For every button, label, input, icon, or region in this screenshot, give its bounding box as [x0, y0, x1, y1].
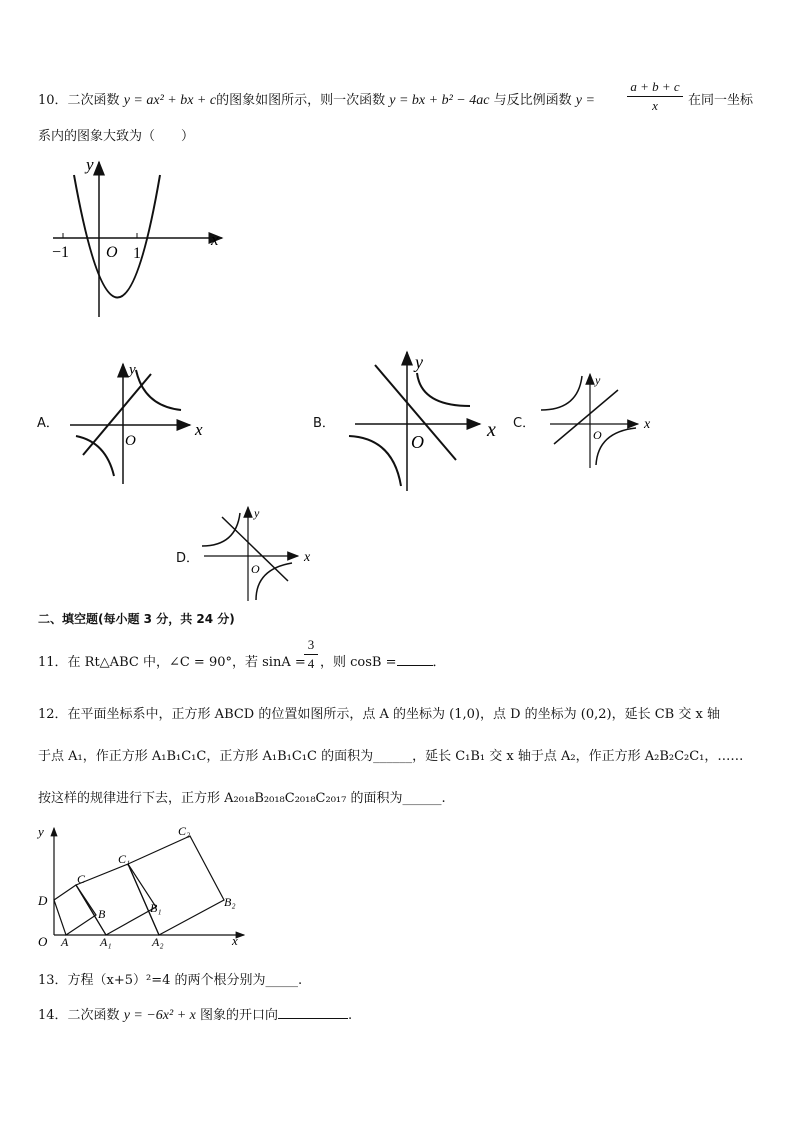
fig-label-c1: C₁ [118, 852, 131, 866]
option-a-x-label: x [195, 420, 203, 439]
fig-label-b2: B₂ [224, 895, 236, 909]
q14-equation: y = −6x² + x [123, 1008, 196, 1023]
fig-label-a1: A₁ [100, 935, 112, 949]
q11-fraction [304, 637, 318, 672]
q11-end: ． [432, 655, 446, 670]
option-c-label[interactable]: C． [513, 416, 536, 431]
q12-line2: 于点 A₁，作正方形 A₁B₁C₁C，正方形 A₁B₁C₁C 的面积为______，延长 C₁B₁ 交 x 轴于点 A₂，作正方形 A₂B₂C₂C₁，…… [38, 749, 744, 764]
fig-label-c: C [77, 872, 86, 886]
q10-line2: 系内的图象大致为（ ） [38, 129, 195, 144]
option-c-graph[interactable] [538, 370, 656, 470]
option-d-hyperbola-q4 [256, 563, 292, 600]
axis-label-x: x [211, 230, 219, 249]
parabola-curve [74, 175, 160, 298]
section-2-title: 二、填空题(每小题 3 分，共 24 分) [38, 612, 235, 626]
option-b-hyperbola-q1 [417, 373, 470, 406]
q12-line3: 按这样的规律进行下去，正方形 A₂₀₁₈B₂₀₁₈C₂₀₁₈C₂₀₁₇ 的面积为______. [38, 791, 446, 806]
q12-squares-figure [34, 822, 252, 950]
q10-number: 10． [38, 93, 68, 108]
q10-text-b: 的图象如图所示，则一次函数 [216, 93, 386, 108]
q14-text-a: 14．二次函数 [38, 1008, 120, 1023]
option-a-hyperbola-q1 [136, 370, 181, 410]
option-c-y-label: y [595, 373, 601, 387]
fig-label-b1: B₁ [150, 901, 162, 915]
fig-label-c2: C₂ [178, 824, 191, 838]
option-d-label[interactable]: D． [176, 551, 200, 566]
square-abcd [54, 885, 96, 935]
option-d-graph[interactable] [198, 503, 318, 603]
axis-label-y: y [86, 155, 94, 174]
option-b-x-label: x [487, 419, 496, 441]
option-b-label[interactable]: B． [313, 416, 335, 431]
q10-text-c: 与反比例函数 [493, 93, 572, 108]
q14-answer-blank[interactable] [278, 1006, 348, 1019]
q11-fraction-numerator: 3 [307, 637, 315, 652]
option-a-origin: O [125, 433, 136, 449]
q14-text-b: 图象的开口向 [200, 1008, 279, 1023]
q13-text: 13．方程（x+5）²=4 的两个根分别为_____. [38, 973, 303, 988]
q11-answer-blank[interactable] [397, 653, 433, 666]
q10-eq-linear: y = bx + b² − 4ac [389, 93, 490, 108]
option-c-hyperbola-q4 [596, 428, 636, 465]
q10-text-d: 在同一坐标 [688, 93, 754, 108]
q12-line1: 12．在平面坐标系中，正方形 ABCD 的位置如图所示，点 A 的坐标为 (1,0)，点 D 的坐标为 (0,2)，延长 CB 交 x 轴 [38, 707, 720, 722]
option-b-hyperbola-q3 [349, 436, 401, 486]
q10-line1 [38, 89, 595, 109]
fig-label-y: y [38, 824, 44, 839]
q10-inverse-numerator: a + b + c [630, 79, 680, 94]
q14-end: . [348, 1008, 353, 1023]
fig-label-a2: A₂ [152, 935, 164, 949]
q11-text-b-content: ，则 cosB = [320, 655, 397, 670]
option-a-graph[interactable] [68, 360, 228, 485]
q10-parabola-graph [50, 155, 235, 320]
fig-label-o: O [38, 934, 48, 949]
fig-label-x: x [232, 933, 238, 948]
fig-label-d: D [38, 893, 48, 908]
option-c-x-label: x [644, 417, 651, 432]
option-c-line [554, 390, 618, 444]
q10-inverse-fraction [627, 79, 683, 114]
q10-inverse-denominator: x [652, 98, 658, 113]
q10-eq-inverse-lhs: y = [575, 93, 595, 108]
option-a-y-label: y [129, 362, 136, 378]
option-d-origin: O [251, 562, 260, 576]
option-c-hyperbola-q2 [541, 376, 582, 410]
option-d-x-label: x [304, 550, 311, 565]
fig-label-b: B [98, 907, 106, 921]
tick-label-neg1: −1 [52, 244, 70, 261]
origin-label: O [106, 244, 118, 261]
option-b-origin: O [411, 432, 424, 452]
option-b-y-label: y [415, 352, 423, 372]
option-d-y-label: y [254, 506, 260, 520]
q10-text-a: 二次函数 [67, 93, 120, 108]
fig-label-a: A [61, 935, 69, 949]
option-b-graph[interactable] [345, 348, 505, 493]
option-c-origin: O [593, 428, 602, 442]
option-d-hyperbola-q2 [202, 513, 240, 546]
q11-text-a: 11．在 Rt△ABC 中，∠C = 90°，若 sinA = [38, 655, 306, 670]
q11-text-b [320, 651, 446, 670]
tick-label-1: 1 [133, 245, 141, 262]
q11-fraction-denominator: 4 [307, 656, 315, 671]
option-a-label[interactable]: A． [37, 416, 59, 431]
q10-eq-quadratic: y = ax² + bx + c [123, 93, 217, 108]
q14-line [38, 1004, 352, 1024]
